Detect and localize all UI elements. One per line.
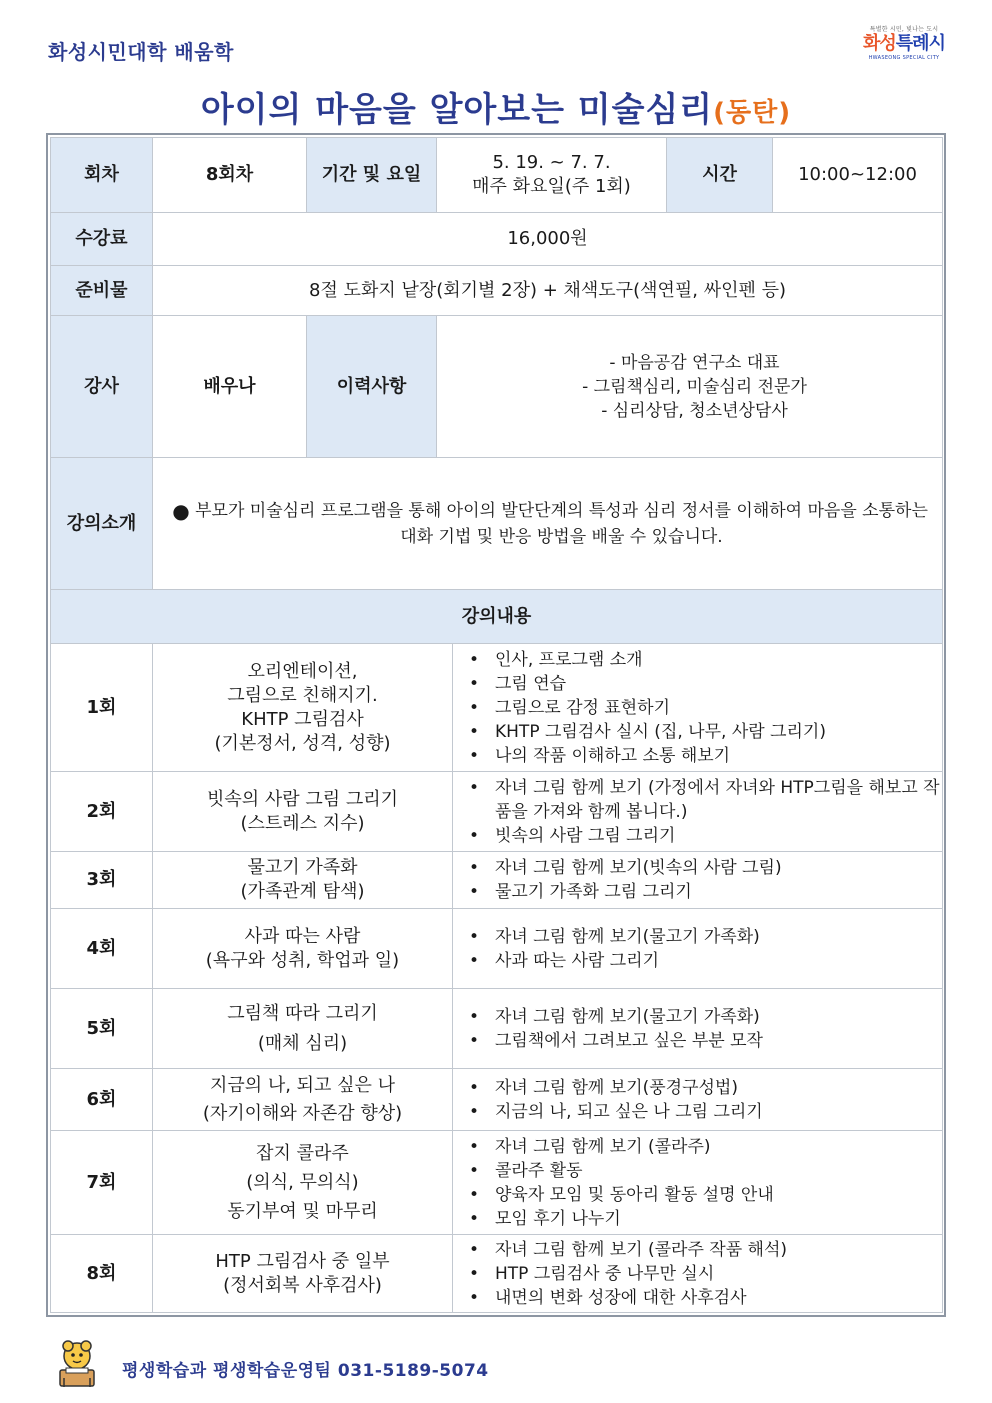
logo-wordmark — [858, 33, 950, 55]
list-item: • 사과 따는 사람 그리기 — [467, 949, 942, 973]
list-item: • 콜라주 활동 — [467, 1159, 942, 1183]
topic-line: 물고기 가족화 — [247, 857, 358, 878]
list-item: • 양육자 모임 및 동아리 활동 설명 안내 — [467, 1183, 942, 1207]
footer-contact: 평생학습과 평생학습운영팀 031-5189-5074 — [122, 1361, 489, 1381]
item-list — [453, 1076, 942, 1124]
bullet-icon: ● — [172, 498, 190, 523]
organization-title: 화성시민대학 배움학 — [48, 40, 234, 64]
content-header-row — [51, 590, 943, 644]
item-list — [453, 856, 942, 904]
logo-subtitle: HWASEONG SPECIAL CITY — [868, 55, 940, 61]
info-row-instructor — [51, 316, 943, 458]
materials-label: 준비물 — [51, 266, 153, 316]
list-item: • 인사, 프로그램 소개 — [467, 648, 942, 672]
round-topic — [153, 1235, 453, 1313]
list-item: • 빗속의 사람 그림 그리기 — [467, 824, 942, 848]
list-item: • 그림책에서 그려보고 싶은 부분 모작 — [467, 1029, 942, 1053]
round-items — [453, 989, 943, 1069]
sessions-value: 8회차 — [153, 138, 307, 213]
round-topic — [153, 644, 453, 772]
curriculum-row — [51, 909, 943, 989]
round-label: 7회 — [51, 1131, 153, 1235]
list-item: • 자녀 그림 함께 보기 (콜라주) — [467, 1135, 942, 1159]
title-location: (동탄) — [713, 98, 792, 128]
topic-line: (욕구와 성취, 학업과 일) — [205, 949, 400, 971]
topic-line: (기본정서, 성격, 성향) — [214, 732, 391, 754]
intro-label: 강의소개 — [51, 458, 153, 590]
career-item: - 심리상담, 청소년상담사 — [601, 400, 788, 421]
period-dates: 5. 19. ~ 7. 7. — [492, 152, 611, 173]
curriculum-row — [51, 772, 943, 852]
instructor-name: 배우나 — [153, 316, 307, 458]
topic-line: 오리엔테이션, — [247, 660, 358, 682]
item-list — [453, 925, 942, 973]
round-topic — [153, 1069, 453, 1131]
topic-line: 동기부여 및 마무리 — [227, 1201, 378, 1222]
logo-wordmark-a: 화성 — [863, 33, 896, 54]
round-items — [453, 644, 943, 772]
round-label: 6회 — [51, 1069, 153, 1131]
sessions-label: 회차 — [51, 138, 153, 213]
curriculum-row — [51, 644, 943, 772]
period-weekday: 매주 화요일(주 1회) — [472, 176, 631, 197]
career-label: 이력사항 — [307, 316, 437, 458]
item-list — [453, 1135, 942, 1231]
round-topic — [153, 1131, 453, 1235]
list-item: • 자녀 그림 함께 보기 (콜라주 작품 해석) — [467, 1238, 942, 1262]
round-items — [453, 1131, 943, 1235]
career-list — [437, 316, 943, 458]
intro-cell — [153, 458, 943, 590]
list-item: • 나의 작품 이해하고 소통 해보기 — [467, 744, 942, 768]
info-row-fee — [51, 213, 943, 266]
curriculum-row — [51, 1235, 943, 1313]
time-label: 시간 — [667, 138, 773, 213]
round-label: 1회 — [51, 644, 153, 772]
materials-value: 8절 도화지 낱장(회기별 2장) + 채색도구(색연필, 싸인펜 등) — [153, 266, 943, 316]
round-topic — [153, 909, 453, 989]
topic-line: (의식, 무의식) — [246, 1172, 359, 1193]
content-header: 강의내용 — [51, 590, 943, 644]
list-item: • 물고기 가족화 그림 그리기 — [467, 880, 942, 904]
round-items — [453, 852, 943, 909]
list-item: • 자녀 그림 함께 보기(물고기 가족화) — [467, 925, 942, 949]
round-label: 5회 — [51, 989, 153, 1069]
career-item: - 그림책심리, 미술심리 전문가 — [582, 376, 807, 397]
round-topic — [153, 852, 453, 909]
topic-line: 그림으로 친해지기. — [227, 684, 378, 706]
round-label: 2회 — [51, 772, 153, 852]
topic-line: KHTP 그림검사 — [241, 708, 364, 730]
round-items — [453, 772, 943, 852]
list-item: • 자녀 그림 함께 보기(물고기 가족화) — [467, 1005, 942, 1029]
item-list — [453, 1238, 942, 1310]
topic-line: HTP 그림검사 중 일부 — [215, 1250, 390, 1272]
time-value: 10:00~12:00 — [773, 138, 943, 213]
fee-value: 16,000원 — [153, 213, 943, 266]
footer — [52, 1338, 572, 1390]
intro-paragraph — [153, 498, 942, 550]
round-items — [453, 1235, 943, 1313]
info-row-intro — [51, 458, 943, 590]
topic-line: (스트레스 지수) — [240, 812, 365, 834]
topic-line: 빗속의 사람 그림 그리기 — [206, 788, 399, 810]
topic-line: 지금의 나, 되고 싶은 나 — [209, 1074, 396, 1096]
list-item: • 자녀 그림 함께 보기(풍경구성법) — [467, 1076, 942, 1100]
topic-line: (가족관계 탐색) — [240, 881, 365, 902]
topic-line: (매체 심리) — [257, 1032, 348, 1054]
round-label: 3회 — [51, 852, 153, 909]
period-value — [437, 138, 667, 213]
list-item: • 모임 후기 나누기 — [467, 1207, 942, 1231]
round-topic — [153, 772, 453, 852]
topic-line: 잡지 콜라주 — [256, 1143, 349, 1164]
item-list — [453, 1005, 942, 1053]
title-main: 아이의 마음을 알아보는 미술심리 — [200, 90, 714, 130]
list-item: • 내면의 변화 성장에 대한 사후검사 — [467, 1286, 942, 1310]
page-title — [0, 82, 992, 131]
career-item: - 마음공감 연구소 대표 — [609, 352, 780, 373]
curriculum-row — [51, 852, 943, 909]
info-row-schedule — [51, 138, 943, 213]
round-label: 4회 — [51, 909, 153, 989]
fee-label: 수강료 — [51, 213, 153, 266]
round-items — [453, 1069, 943, 1131]
intro-text: 부모가 미술심리 프로그램을 통해 아이의 발단단계의 특성과 심리 정서를 이해하여 마음을 소통하는 대화 기법 및 반응 방법을 배울 수 있습니다. — [195, 500, 928, 547]
item-list — [453, 776, 942, 848]
item-list — [453, 648, 942, 768]
curriculum-row — [51, 1131, 943, 1235]
city-logo — [858, 24, 950, 66]
period-label: 기간 및 요일 — [307, 138, 437, 213]
list-item: • 그림으로 감정 표현하기 — [467, 696, 942, 720]
round-label: 8회 — [51, 1235, 153, 1313]
topic-line: 사과 따는 사람 — [244, 925, 361, 947]
logo-wordmark-b: 특례시 — [895, 33, 945, 54]
info-row-materials — [51, 266, 943, 316]
career-items — [437, 351, 942, 423]
mascot-icon — [54, 1338, 100, 1388]
list-item: • HTP 그림검사 중 나무만 실시 — [467, 1262, 942, 1286]
list-item: • 지금의 나, 되고 싶은 나 그림 그리기 — [467, 1100, 942, 1124]
instructor-label: 강사 — [51, 316, 153, 458]
topic-line: (정서회복 사후검사) — [223, 1274, 382, 1296]
curriculum-row — [51, 989, 943, 1069]
list-item: • KHTP 그림검사 실시 (집, 나무, 사람 그리기) — [467, 720, 942, 744]
topic-line: 그림책 따라 그리기 — [227, 1002, 378, 1024]
topic-line: (자기이해와 자존감 향상) — [202, 1102, 403, 1124]
course-table — [50, 137, 943, 1313]
curriculum-row — [51, 1069, 943, 1131]
round-items — [453, 909, 943, 989]
list-item: • 그림 연습 — [467, 672, 942, 696]
logo-slogan: 특별한 시민, 빛나는 도시 — [869, 26, 939, 33]
list-item: • 자녀 그림 함께 보기 (가정에서 자녀와 HTP그림을 해보고 작품을 가져와 함께 봅니다.) — [467, 776, 942, 824]
round-topic — [153, 989, 453, 1069]
list-item: • 자녀 그림 함께 보기(빗속의 사람 그림) — [467, 856, 942, 880]
